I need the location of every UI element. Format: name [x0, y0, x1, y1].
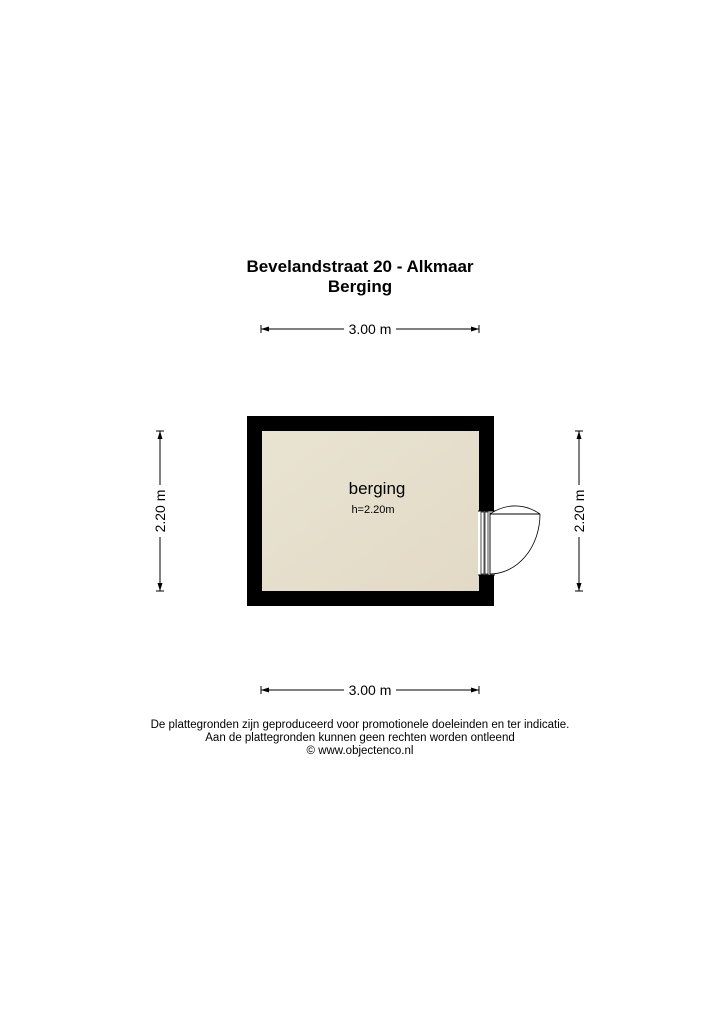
dimension-left [152, 431, 168, 591]
door [481, 506, 540, 574]
disclaimer-line-1: De plattegronden zijn geproduceerd voor promotionele doeleinden en ter indicatie. [150, 719, 570, 731]
copyright-line: © www.objectenco.nl [306, 745, 414, 757]
door-swing-arc [490, 506, 540, 574]
dimension-right-label: 2.20 m [571, 489, 587, 533]
room-name: berging [348, 479, 406, 498]
disclaimer-line-2: Aan de plattegronden kunnen geen rechten worden ontleend [205, 732, 515, 744]
dimension-bottom [261, 682, 479, 698]
dimension-right [571, 431, 587, 591]
room-height: h=2.20m [351, 504, 395, 516]
dimension-left-label: 2.20 m [152, 489, 168, 533]
dimension-bottom-label: 3.00 m [348, 682, 392, 698]
plan-title-address: Bevelandstraat 20 - Alkmaar [246, 257, 474, 276]
dimension-top-label: 3.00 m [348, 321, 392, 337]
plan-title-floor: Berging [327, 277, 393, 296]
dimension-top [261, 321, 479, 337]
